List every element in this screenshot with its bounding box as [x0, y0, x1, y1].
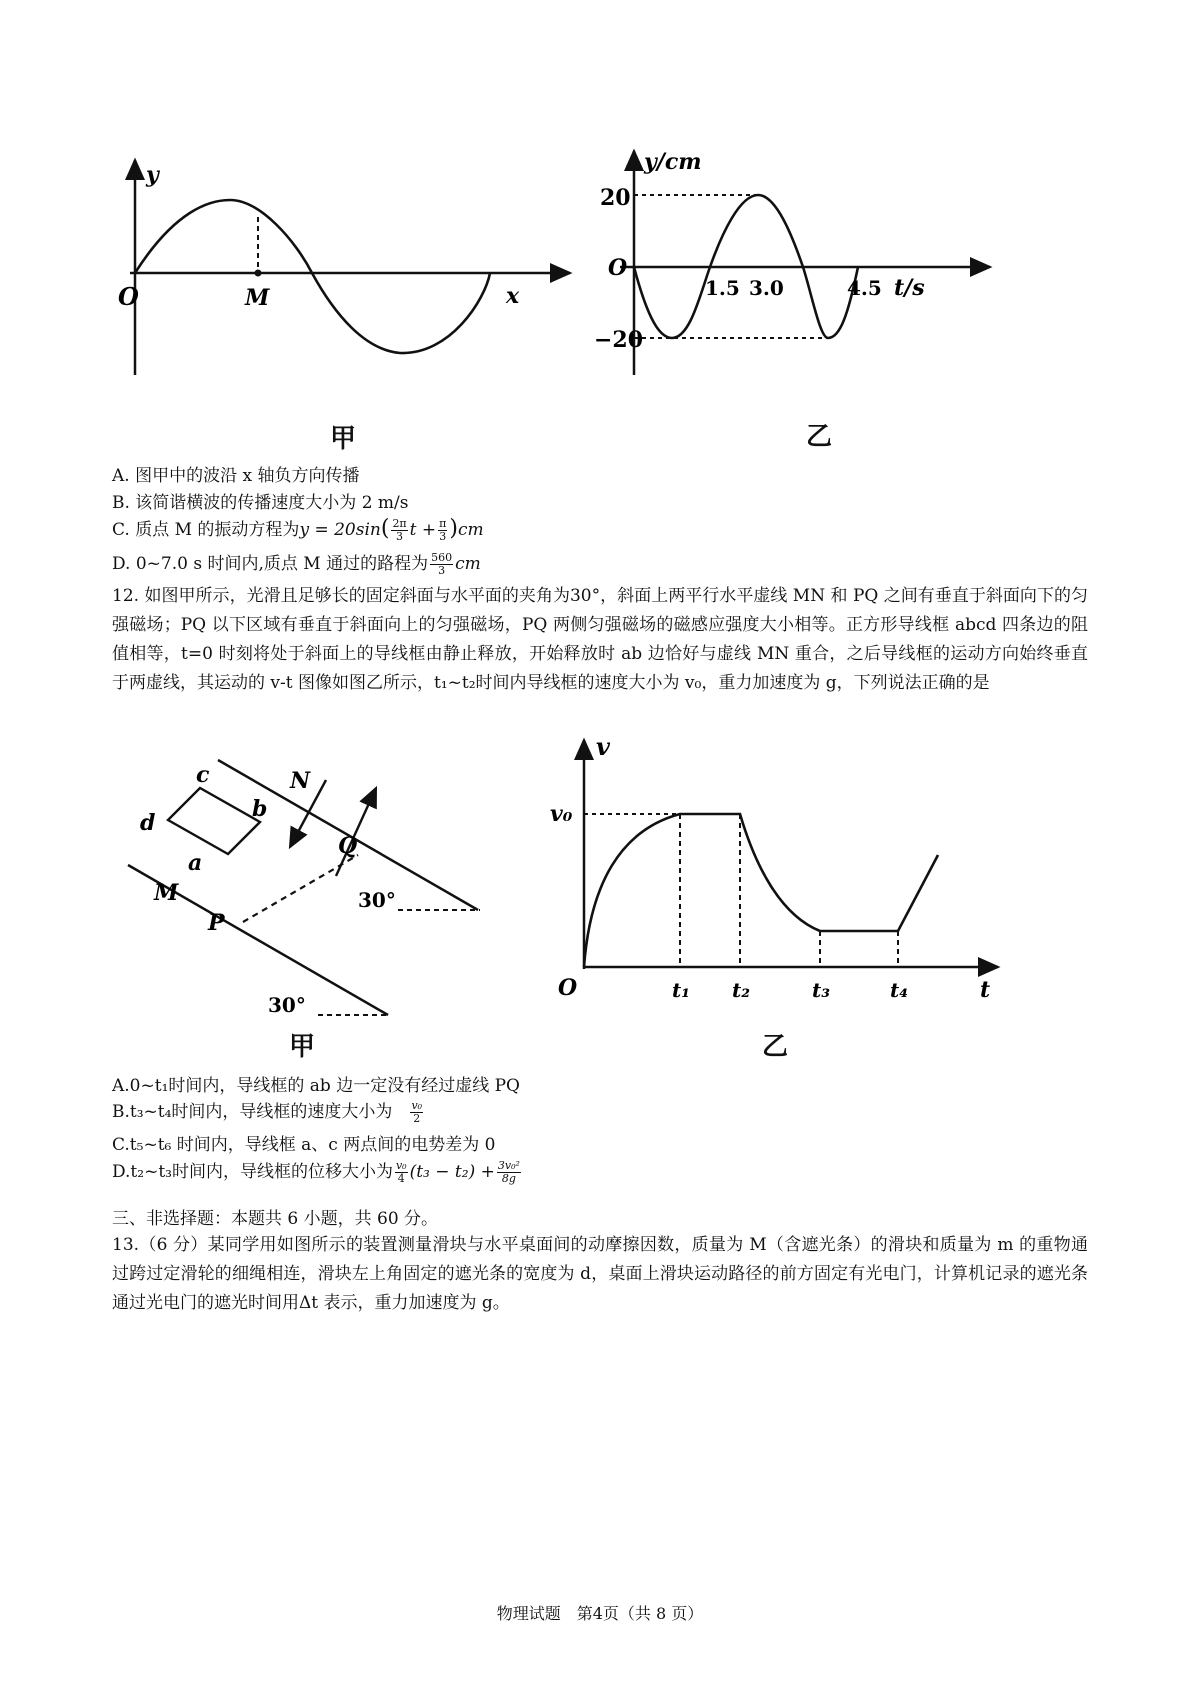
- vib-tick-1.5: 1.5: [705, 276, 740, 300]
- vib-y-label: y/cm: [644, 149, 702, 175]
- q12-option-b: [112, 1100, 425, 1125]
- vt-t4-label: t₄: [890, 978, 908, 1002]
- q11-option-b: B. 该简谐横波的传播速度大小为 2 m/s: [112, 493, 409, 513]
- wave-caption: 甲: [330, 424, 357, 454]
- incline-angle-upper: 30°: [358, 888, 396, 912]
- q11-d-text: D. 0~7.0 s 时间内,质点 M 通过的路程为: [112, 554, 429, 574]
- q12-d-text: D.t₂~t₃时间内，导线框的位移大小为: [112, 1162, 393, 1182]
- q12-option-d: D.t₂~t₃时间内，导线框的位移大小为 $\frac{\text{v₀}}{4}$ (t₃ − t₂) + $\frac{\text{3v₀²}}{8g}$: [112, 1159, 520, 1185]
- vt-caption: 乙: [762, 1032, 789, 1062]
- incline-label-n: N: [290, 768, 311, 794]
- vib-tick-20: 20: [600, 185, 631, 211]
- incline-figure: [118, 750, 518, 1030]
- wave-m-label: M: [245, 285, 270, 311]
- incline-wire-frame: [168, 788, 260, 854]
- q12-d-frac2: $\frac{\text{3v₀²}}{8g}$: [497, 1159, 520, 1185]
- incline-label-m: M: [154, 880, 179, 906]
- incline-label-c: c: [196, 762, 210, 788]
- q12-stem: 12. 如图甲所示，光滑且足够长的固定斜面与水平面的夹角为30°，斜面上两平行水平虚线 MN 和 PQ 之间有垂直于斜面向下的匀强磁场；PQ 以下区域有垂直于斜面向上的匀强磁场，PQ 两侧匀强磁场的磁感应强度大小相等。正方形导线框 abcd 四条边的阻值相等，t=0 时刻将处于斜面上的导线框由静止释放，开始释放时 ab 边恰好与虚线 MN 重合，之后导线框的运动方向始终垂直于两虚线，其运动的 v-t 图像如图乙所示，t₁~t₂时间内导线框的速度大小为 v₀，重力加速度为 g，下列说法正确的是: [112, 586, 1088, 693]
- q12-option-a: A.0~t₁时间内，导线框的 ab 边一定没有经过虚线 PQ: [112, 1076, 520, 1096]
- q11-c-frac1: $\frac{2\pi}{3}$: [392, 517, 407, 543]
- vt-v0-label: v₀: [550, 801, 573, 827]
- q11-c-math: y = 20sin: [299, 520, 381, 540]
- incline-label-d: d: [140, 810, 156, 836]
- wave-figure: [120, 150, 580, 450]
- section-3-heading: 三、非选择题：本题共 6 小题，共 60 分。: [112, 1209, 439, 1229]
- vt-t3-label: t₃: [812, 978, 830, 1002]
- wave-x-label: x: [506, 283, 520, 309]
- wave-m-point: [255, 270, 262, 277]
- vibration-caption: 乙: [806, 422, 833, 452]
- incline-label-a: a: [188, 850, 203, 876]
- vib-tick-m20: −20: [594, 327, 644, 353]
- q11-option-d: D. 0~7.0 s 时间内,质点 M 通过的路程为 $\frac{560}{3}$ cm: [112, 551, 481, 577]
- incline-label-q: Q: [338, 833, 358, 859]
- vt-origin-label: O: [558, 975, 578, 1001]
- page-footer: 物理试题 第4页（共 8 页）: [496, 1604, 704, 1623]
- q12-b-text: B.t₃~t₄时间内，导线框的速度大小为: [112, 1102, 393, 1122]
- vibration-figure: [594, 145, 1020, 415]
- incline-label-b: b: [252, 796, 268, 822]
- vt-t2-label: t₂: [732, 978, 750, 1002]
- vt-t1-label: t₁: [672, 978, 690, 1002]
- incline-label-p: P: [208, 910, 225, 936]
- vt-figure: [540, 732, 1010, 1005]
- vt-t-label: t: [980, 977, 991, 1003]
- incline-caption: 甲: [289, 1032, 316, 1062]
- vib-origin-label: O: [608, 255, 628, 281]
- incline-angle-lower: 30°: [268, 993, 306, 1017]
- q12-option-c: C.t₅~t₆ 时间内，导线框 a、c 两点间的电势差为 0: [112, 1135, 496, 1155]
- vib-t-label: t/s: [894, 275, 925, 301]
- vib-tick-3.0: 3.0: [749, 276, 784, 300]
- q11-c-text: C. 质点 M 的振动方程为: [112, 520, 300, 540]
- q11-option-a: A. 图甲中的波沿 x 轴负方向传播: [112, 466, 360, 486]
- q11-d-frac: $\frac{560}{3}$: [431, 551, 453, 577]
- wave-curve: [135, 200, 490, 353]
- vt-curve: [584, 814, 938, 967]
- q11-c-frac2: $\frac{\pi}{3}$: [439, 517, 447, 543]
- q11-option-c: C. 质点 M 的振动方程为y = 20sin( $\frac{2\pi}{3}$ t + $\frac{\pi}{3}$ )cm: [112, 516, 484, 543]
- wave-origin-label: O: [118, 282, 139, 311]
- vib-tick-4.5: 4.5: [847, 276, 882, 300]
- wave-y-label: y: [146, 162, 159, 188]
- vt-v-label: v: [596, 732, 610, 761]
- q13-stem: 13.（6 分）某同学用如图所示的装置测量滑块与水平桌面间的动摩擦因数，质量为 M（含遮光条）的滑块和质量为 m 的重物通过跨过定滑轮的细绳相连，滑块左上角固定的遮光条的宽度为 d，桌面上滑块运动路径的前方固定有光电门，计算机记录的遮光条通过光电门的遮光时间用Δt 表示，重力加速度为 g。: [112, 1235, 1088, 1313]
- q12-b-frac: $\frac{\text{v₀}}{2}$: [411, 1099, 423, 1125]
- q12-d-frac1: $\frac{\text{v₀}}{4}$: [395, 1159, 407, 1185]
